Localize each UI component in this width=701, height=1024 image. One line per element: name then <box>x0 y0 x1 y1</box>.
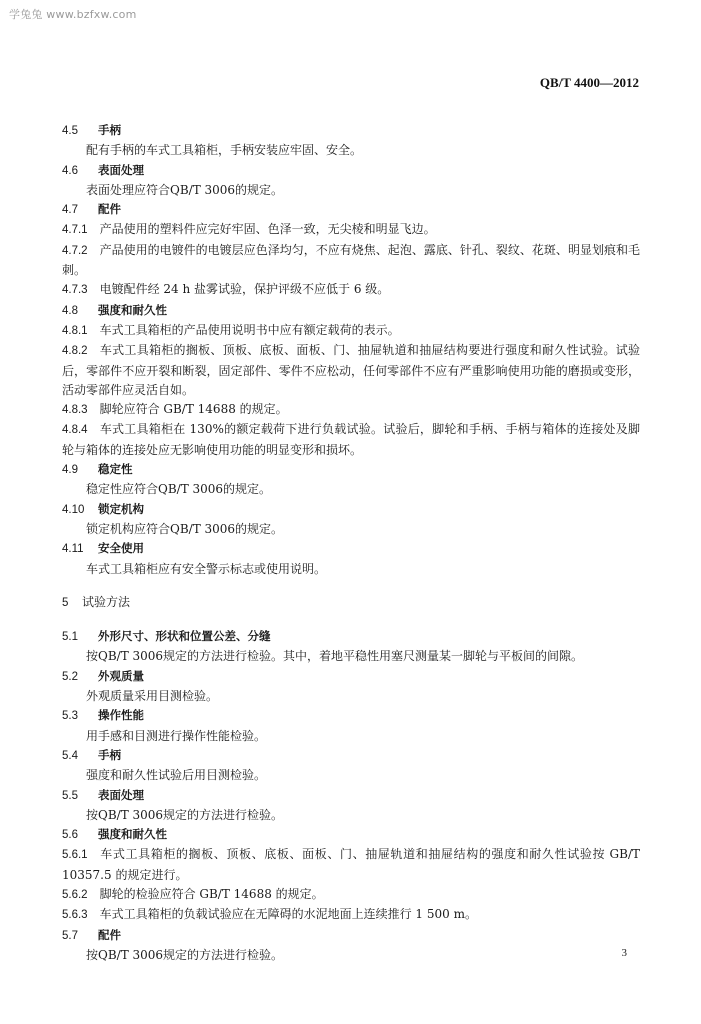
document-code: QB/T 4400—2012 <box>539 75 639 90</box>
clause-title: 稳定性 <box>98 462 133 477</box>
body-text: 锁定机构应符合QB/T 3006的规定。 <box>86 521 284 536</box>
clause-heading <box>62 786 640 806</box>
clause-number: 4.11 <box>62 543 84 556</box>
section-heading <box>62 593 640 613</box>
clause-number: 4.8.1 <box>62 324 88 337</box>
page-content <box>62 121 640 965</box>
clause-text: 产品使用的塑料件应完好牢固、色泽一致，无尖棱和明显飞边。 <box>99 222 436 237</box>
clause-number: 5.4 <box>62 749 78 762</box>
clause-paragraph <box>62 885 640 905</box>
clause-heading <box>62 825 640 845</box>
clause-number: 4.7.2 <box>62 244 88 257</box>
clause-title: 强度和耐久性 <box>98 302 167 317</box>
clause-title: 外形尺寸、形状和位置公差、分缝 <box>98 629 271 644</box>
clause-text: 车式工具箱柜的搁板、顶板、底板、面板、门、抽屉轨道和抽屉结构的强度和耐久性试验按 GB/T 10357.5 的规定进行。 <box>62 847 640 882</box>
clause-number: 5.2 <box>62 670 78 683</box>
clause-heading <box>62 926 640 946</box>
clause-text: 电镀配件经 24 h 盐雾试验，保护评级不应低于 6 级。 <box>99 282 390 297</box>
clause-heading <box>62 301 640 321</box>
clause-number: 5.1 <box>62 631 78 644</box>
clause-paragraph <box>62 420 640 460</box>
clause-paragraph <box>62 341 640 400</box>
clause-title: 手柄 <box>98 123 121 137</box>
clause-heading <box>62 500 640 520</box>
clause-paragraph <box>62 845 640 885</box>
clause-number: 5.6.3 <box>62 909 88 922</box>
clause-number: 4.8.3 <box>62 404 88 417</box>
clause-heading <box>62 460 640 480</box>
clause-number: 5.3 <box>62 710 78 723</box>
clause-paragraph <box>62 400 640 420</box>
clause-text: 车式工具箱柜的产品使用说明书中应有额定载荷的表示。 <box>99 322 400 337</box>
clause-paragraph <box>62 321 640 341</box>
clause-number: 4.7.3 <box>62 284 88 297</box>
clause-title: 操作性能 <box>98 708 144 723</box>
clause-title: 手柄 <box>98 747 121 762</box>
clause-number: 5 <box>62 596 69 609</box>
clause-number: 4.7.1 <box>62 224 88 237</box>
watermark: 学兔兔 www.bzfxw.com <box>9 8 137 21</box>
clause-heading <box>62 121 640 141</box>
clause-number: 5.6.2 <box>62 888 88 901</box>
clause-paragraph <box>62 280 640 300</box>
clause-title: 强度和耐久性 <box>98 827 167 842</box>
spacer <box>62 579 640 593</box>
body-text: 用手感和目测进行操作性能检验。 <box>86 728 267 743</box>
clause-title: 表面处理 <box>98 787 144 802</box>
body-text: 按QB/T 3006规定的方法进行检验。 <box>86 807 284 822</box>
clause-title: 表面处理 <box>98 162 144 177</box>
clause-text: 脚轮的检验应符合 GB/T 14688 的规定。 <box>99 886 324 901</box>
clause-title: 配件 <box>98 927 121 942</box>
clause-number: 5.5 <box>62 789 78 802</box>
clause-text: 车式工具箱柜的负载试验应在无障碍的水泥地面上连续推行 1 500 m。 <box>99 907 477 922</box>
clause-number: 5.7 <box>62 929 78 942</box>
clause-paragraph <box>62 241 640 281</box>
clause-number: 5.6.1 <box>62 849 88 862</box>
clause-heading <box>62 539 640 559</box>
clause-number: 4.10 <box>62 503 85 516</box>
clause-number: 4.6 <box>62 164 78 177</box>
clause-number: 4.8 <box>62 304 78 317</box>
body-text: 车式工具箱柜应有安全警示标志或使用说明。 <box>86 561 327 576</box>
clause-number: 4.5 <box>62 125 78 137</box>
clause-text: 车式工具箱柜在 130%的额定载荷下进行负载试验。试验后，脚轮和手柄、手柄与箱体的连接处及脚轮与箱体的连接处应无影响使用功能的明显变形和损坏。 <box>62 422 640 457</box>
clause-title: 试验方法 <box>82 594 131 609</box>
clause-heading <box>62 667 640 687</box>
body-text: 按QB/T 3006规定的方法进行检验。其中，着地平稳性用塞尺测量某一脚轮与平板间的间隙。 <box>86 649 584 664</box>
page-number: 3 <box>621 947 627 959</box>
clause-heading <box>62 627 640 647</box>
clause-title: 安全使用 <box>98 541 144 556</box>
clause-number: 5.6 <box>62 829 78 842</box>
clause-heading <box>62 200 640 220</box>
clause-text: 脚轮应符合 GB/T 14688 的规定。 <box>99 402 288 417</box>
body-text: 配有手柄的车式工具箱柜，手柄安装应牢固、安全。 <box>86 143 363 158</box>
body-text: 表面处理应符合QB/T 3006的规定。 <box>86 182 284 197</box>
clause-title: 锁定机构 <box>98 501 144 516</box>
clause-text: 车式工具箱柜的搁板、顶板、底板、面板、门、抽屉轨道和抽屉结构要进行强度和耐久性试验。试验后，零部件不应开裂和断裂，固定部件、零件不应松动，任何零部件不应有严重影响使用功能的磨损或变形，活动零部件应灵活自如。 <box>62 343 640 397</box>
body-text: 稳定性应符合QB/T 3006的规定。 <box>86 482 272 497</box>
body-text: 外观质量采用目测检验。 <box>86 689 219 704</box>
clause-number: 4.9 <box>62 464 78 477</box>
clause-title: 外观质量 <box>98 668 144 683</box>
body-text: 强度和耐久性试验后用目测检验。 <box>86 768 267 783</box>
clause-heading <box>62 746 640 766</box>
clause-text: 产品使用的电镀件的电镀层应色泽均匀，不应有烧焦、起泡、露底、针孔、裂纹、花斑、明显划痕和毛刺。 <box>62 242 640 278</box>
clause-heading <box>62 706 640 726</box>
clause-title: 配件 <box>98 202 121 217</box>
clause-paragraph <box>62 905 640 925</box>
spacer <box>62 613 640 627</box>
clause-paragraph <box>62 220 640 240</box>
clause-heading <box>62 161 640 181</box>
clause-number: 4.8.2 <box>62 345 88 358</box>
clause-number: 4.8.4 <box>62 424 88 437</box>
clause-number: 4.7 <box>62 204 78 217</box>
body-text: 按QB/T 3006规定的方法进行检验。 <box>86 947 284 962</box>
